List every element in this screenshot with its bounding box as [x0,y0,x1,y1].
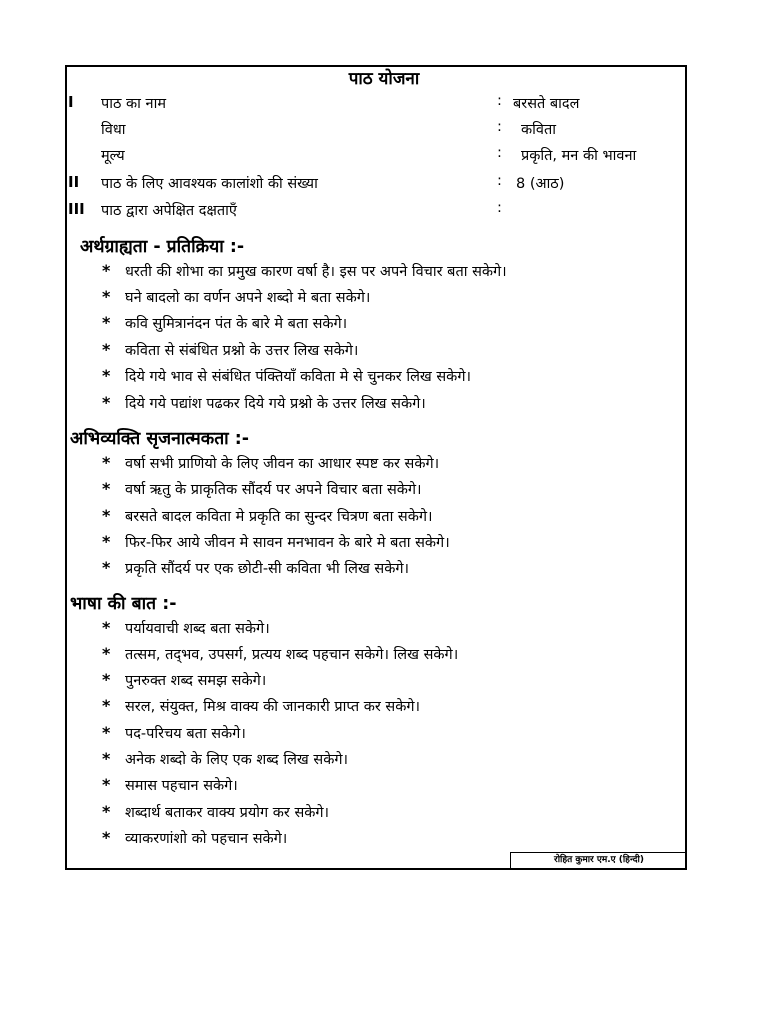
page-title: पाठ योजना [348,69,420,89]
section-heading: भाषा की बात :- [70,594,177,614]
info-row-label: पाठ का नाम [101,96,166,112]
bullet-star-icon: * [102,696,111,715]
list-item-text: दिये गये पद्यांश पढकर दिये गये प्रश्नो के उत्तर लिख सकेगे। [125,396,426,412]
list-item-text: पुनरुक्त शब्द समझ सकेगे। [125,673,267,689]
list-item-text: धरती की शोभा का प्रमुख कारण वर्षा है। इस पर अपने विचार बता सकेगे। [125,264,507,280]
list-item-text: शब्दार्थ बताकर वाक्य प्रयोग कर सकेगे। [125,805,330,821]
bullet-star-icon: * [102,749,111,768]
bullet-star-icon: * [102,453,111,472]
info-row-value: प्रकृति, मन की भावना [521,148,637,164]
info-row-colon: : [497,145,502,161]
list-item-text: कवि सुमित्रानंदन पंत के बारे मे बता सकेगे। [125,316,348,332]
list-item-text: बरसते बादल कविता मे प्रकृति का सुन्दर चित्रण बता सकेगे। [125,509,433,525]
info-row-colon: : [497,200,502,216]
bullet-star-icon: * [102,532,111,551]
list-item-text: दिये गये भाव से संबंधित पंक्तियाँ कविता मे से चुनकर लिख सकेगे। [125,369,471,385]
info-row-colon: : [497,119,502,135]
info-row-label: मूल्य [101,148,125,164]
list-item-text: समास पहचान सकेगे। [125,778,238,794]
bullet-star-icon: * [102,313,111,332]
info-row-value: कविता [521,122,556,138]
bullet-star-icon: * [102,828,111,847]
info-row-colon: : [497,173,502,189]
author-signature: रोहित कुमार एम.ए (हिन्दी) [510,852,687,869]
list-item-text: कविता से संबंधित प्रश्नो के उत्तर लिख सकेगे। [125,343,359,359]
list-item-text: घने बादलो का वर्णन अपने शब्दो मे बता सकेगे। [125,290,371,306]
section-heading: अभिव्यक्ति सृजनात्मकता :- [70,429,250,449]
bullet-star-icon: * [102,802,111,821]
list-item-text: फिर-फिर आये जीवन मे सावन मनभावन के बारे मे बता सकेगे। [125,535,450,551]
bullet-star-icon: * [102,644,111,663]
info-row-colon: : [497,93,502,109]
list-item-text: पर्यायवाची शब्द बता सकेगे। [125,621,270,637]
list-item-text: वर्षा सभी प्राणियो के लिए जीवन का आधार स्पष्ट कर सकेगे। [125,456,440,472]
bullet-star-icon: * [102,261,111,280]
section-heading: अर्थग्राह्यता - प्रतिक्रिया :- [80,237,245,257]
list-item-text: वर्षा ऋतु के प्राकृतिक सौंदर्य पर अपने विचार बता सकेगे। [125,482,422,498]
info-row-label: विधा [101,122,126,138]
info-row-label: पाठ द्वारा अपेक्षित दक्षताएँ [101,203,237,219]
list-item-text: अनेक शब्दो के लिए एक शब्द लिख सकेगे। [125,752,348,768]
list-item-text: व्याकरणांशो को पहचान सकेगे। [125,831,288,847]
list-item-text: तत्सम, तद्‌भव, उपसर्ग, प्रत्यय शब्द पहचान सकेगे। लिख सकेगे। [125,647,459,663]
bullet-star-icon: * [102,366,111,385]
bullet-star-icon: * [102,723,111,742]
bullet-star-icon: * [102,670,111,689]
bullet-star-icon: * [102,340,111,359]
bullet-star-icon: * [102,558,111,577]
bullet-star-icon: * [102,775,111,794]
info-row-number: III [68,200,85,218]
bullet-star-icon: * [102,479,111,498]
info-row-number: II [68,173,80,191]
info-row-value: 8 (आठ) [516,176,565,192]
bullet-star-icon: * [102,618,111,637]
list-item-text: प्रकृति सौंदर्य पर एक छोटी-सी कविता भी लिख सकेगे। [125,561,410,577]
list-item-text: सरल, संयुक्त, मिश्र वाक्य की जानकारी प्राप्त कर सकेगे। [125,699,421,715]
bullet-star-icon: * [102,506,111,525]
bullet-star-icon: * [102,393,111,412]
bullet-star-icon: * [102,287,111,306]
info-row-number: I [68,93,74,111]
list-item-text: पद-परिचय बता सकेगे। [125,726,246,742]
info-row-value: बरसते बादल [513,96,580,112]
info-row-label: पाठ के लिए आवश्यक कालांशो की संख्या [101,176,318,192]
